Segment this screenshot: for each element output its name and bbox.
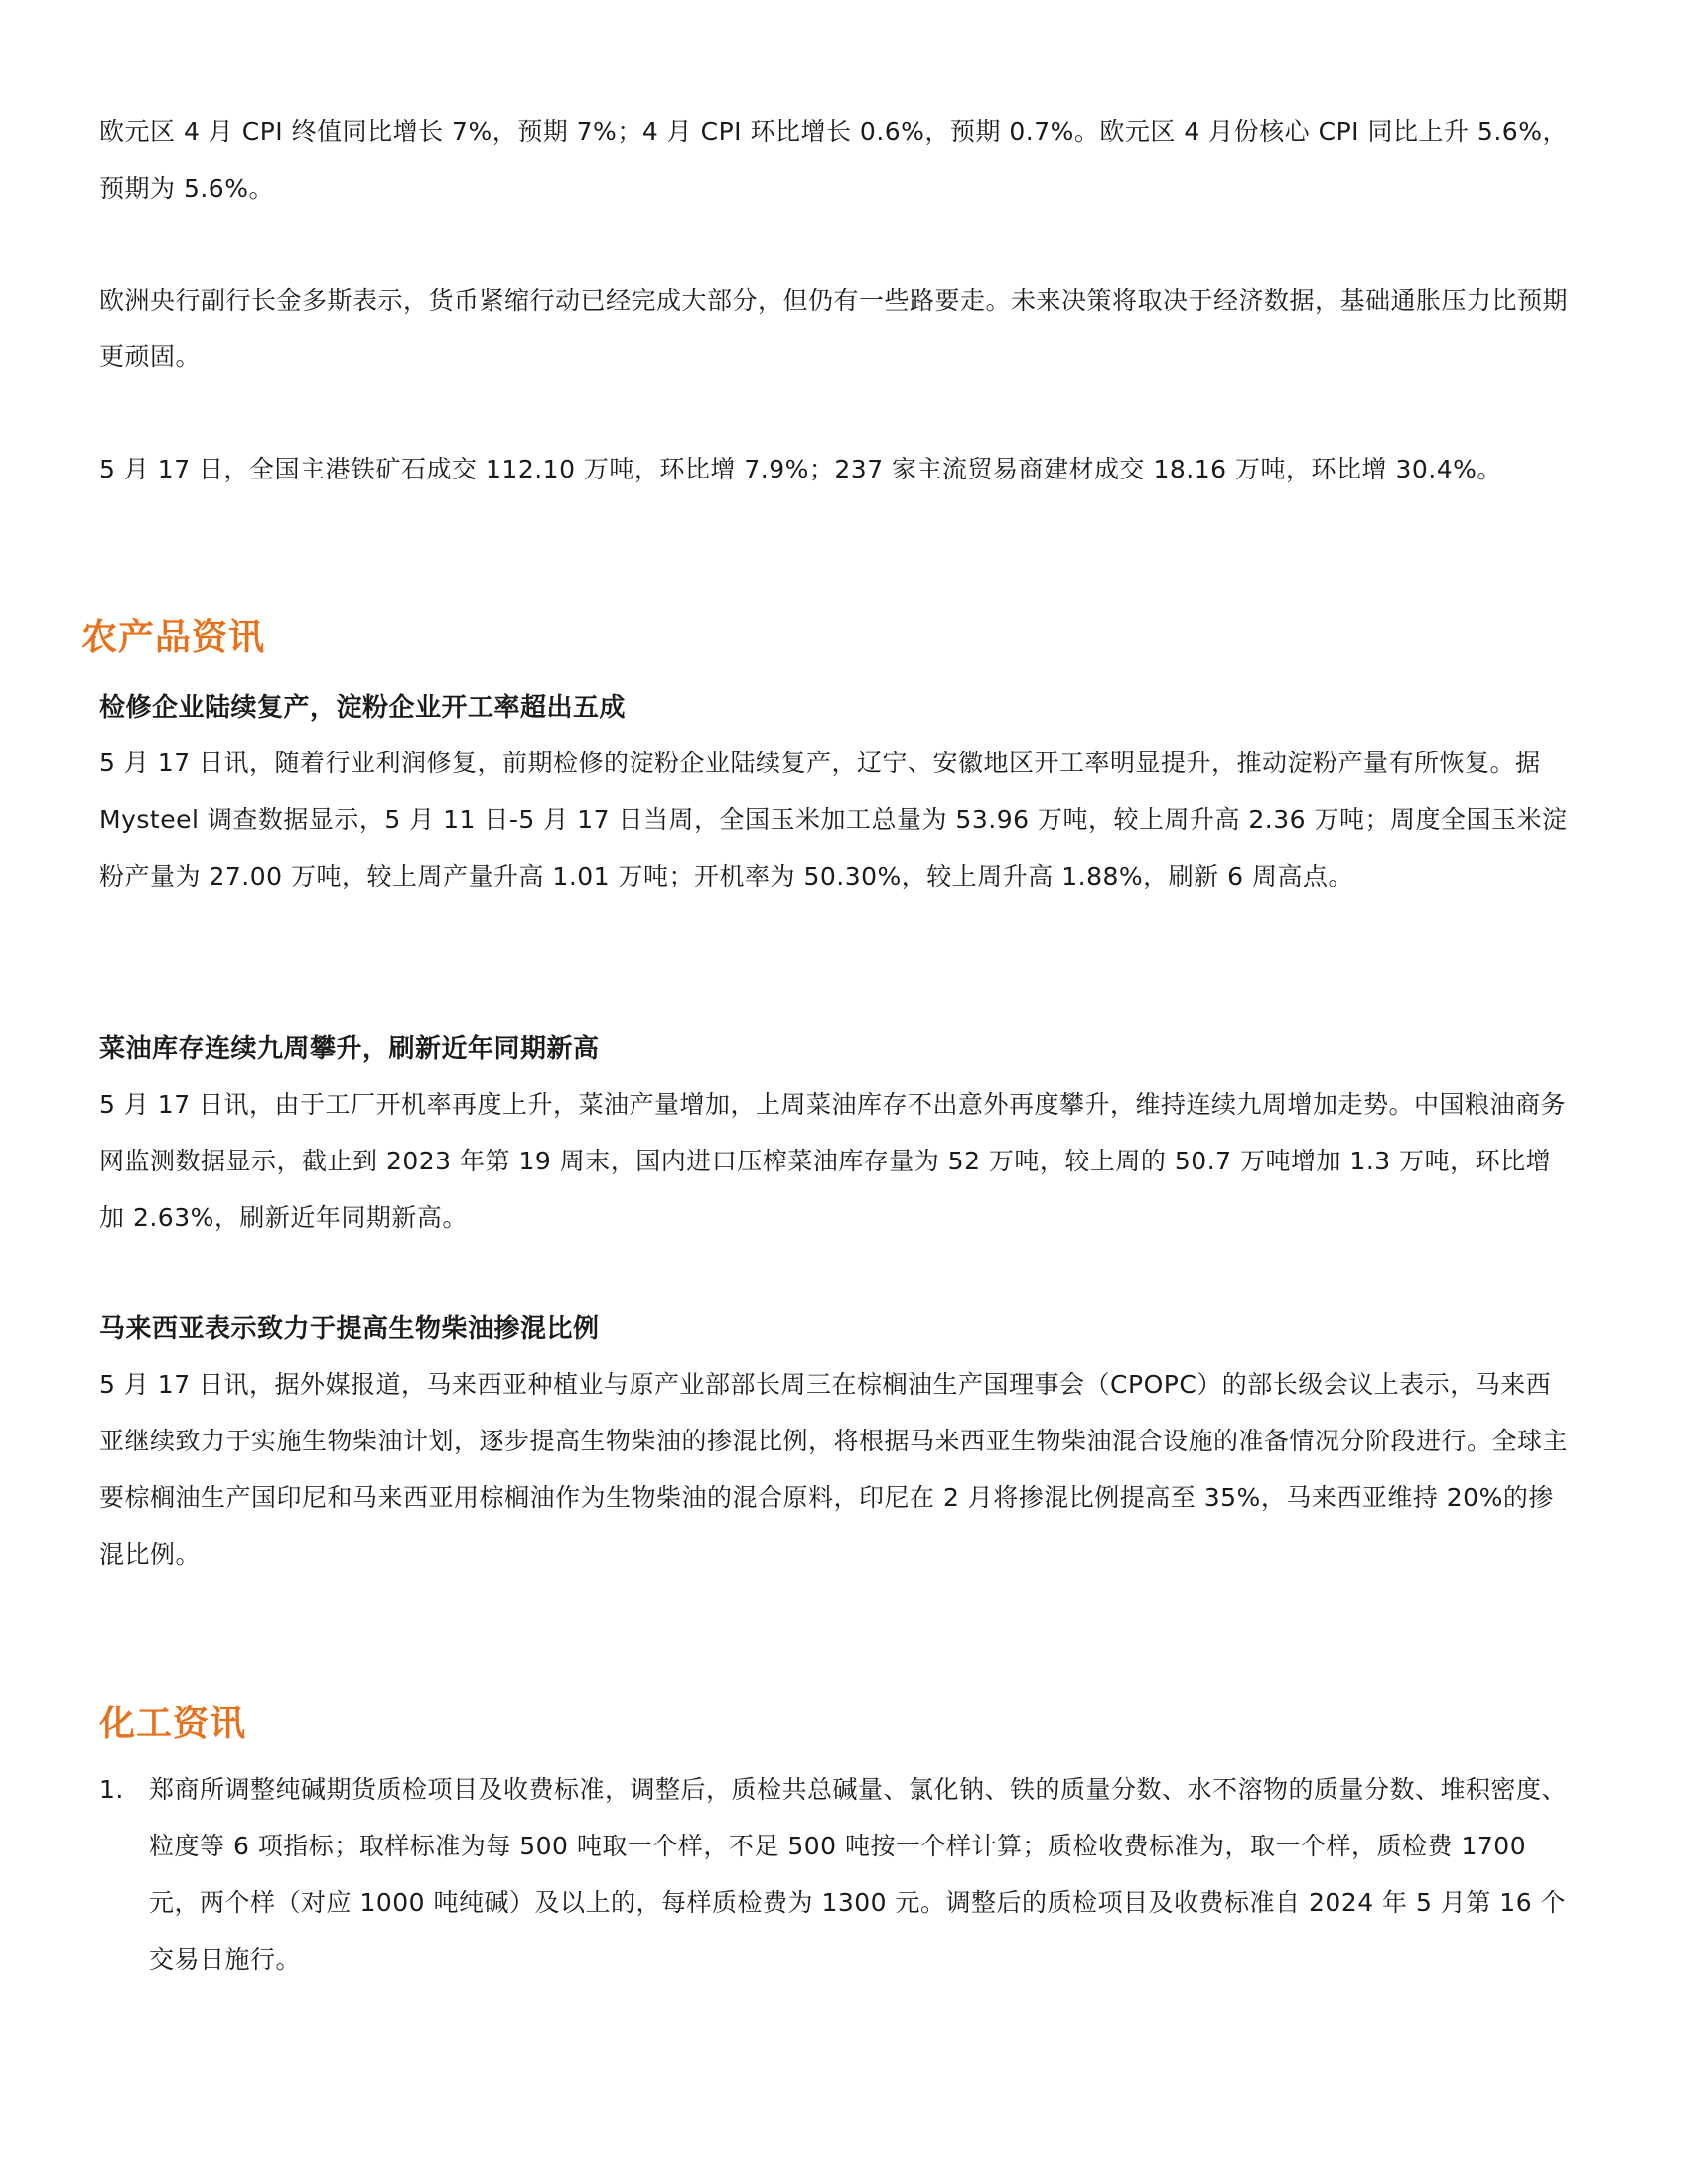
agri-item-body-starch: 5 月 17 日讯，随着行业利润修复，前期检修的淀粉企业陆续复产，辽宁、安徽地区开工率明显提升，推动淀粉产量有所恢复。据 Mysteel 调查数据显示，5 月 11 日-5 月 17 日当周，全国玉米加工总量为 53.96 万吨，较上周升高 2.36 万吨；周度全国玉米淀粉产量为 27.00 万吨，较上周产量升高 1.01 万吨；开机率为 50.30%，较上周升高 1.88%，刷新 6 周高点。: [99, 749, 1568, 890]
agri-item-body-biodiesel: 5 月 17 日讯，据外媒报道，马来西亚种植业与原产业部部长周三在棕榈油生产国理事会（CPOPC）的部长级会议上表示，马来西亚继续致力于实施生物柴油计划，逐步提高生物柴油的掺混比例，将根据马来西亚生物柴油混合设施的准备情况分阶段进行。全球主要棕榈油生产国印尼和马来西亚用棕榈油作为生物柴油的混合原料，印尼在 2 月将掺混比例提高至 35%，马来西亚维持 20%的掺混比例。: [99, 1370, 1569, 1569]
list-item-number: 1.: [99, 1775, 124, 1804]
agri-item-title-biodiesel: 马来西亚表示致力于提高生物柴油掺混比例: [99, 1314, 600, 1344]
agri-item-body-rapeseed-oil: 5 月 17 日讯，由于工厂开机率再度上升，菜油产量增加，上周菜油库存不出意外再度攀升，维持连续九周增加走势。中国粮油商务网监测数据显示，截止到 2023 年第 19 周末，国内进口压榨菜油库存量为 52 万吨，较上周的 50.7 万吨增加 1.3 万吨，环比增加 2.63%，刷新近年同期新高。: [99, 1090, 1567, 1232]
list-item-body: 郑商所调整纯碱期货质检项目及收费标准，调整后，质检共总碱量、氯化钠、铁的质量分数、水不溶物的质量分数、堆积密度、粒度等 6 项指标；取样标准为每 500 吨取一个样，不足 500 吨按一个样计算；质检收费标准为，取一个样，质检费 1700 元，两个样（对应 1000 吨纯碱）及以上的，每样质检费为 1300 元。调整后的质检项目及收费标准自 2024 年 5 月第 16 个交易日施行。: [149, 1775, 1568, 1974]
list-item: [99, 1761, 1579, 1987]
agri-item-title-rapeseed-oil: 菜油库存连续九周攀升，刷新近年同期新高: [99, 1034, 600, 1064]
agri-item-title-starch: 检修企业陆续复产，淀粉企业开工率超出五成: [99, 693, 627, 723]
macro-paragraph-iron-ore: 5 月 17 日，全国主港铁矿石成交 112.10 万吨，环比增 7.9%；237 家主流贸易商建材成交 18.16 万吨，环比增 30.4%。: [99, 455, 1502, 483]
macro-paragraph-ecb: 欧洲央行副行长金多斯表示，货币紧缩行动已经完成大部分，但仍有一些路要走。未来决策将取决于经济数据，基础通胀压力比预期更顽固。: [99, 286, 1569, 371]
chem-section-heading: 化工资讯: [99, 1704, 247, 1744]
agri-section-heading: 农产品资讯: [81, 617, 266, 658]
macro-paragraph-eurozone-cpi: 欧元区 4 月 CPI 终值同比增长 7%，预期 7%；4 月 CPI 环比增长 0.6%，预期 0.7%。欧元区 4 月份核心 CPI 同比上升 5.6%，预期为 5.6%。: [99, 117, 1568, 203]
